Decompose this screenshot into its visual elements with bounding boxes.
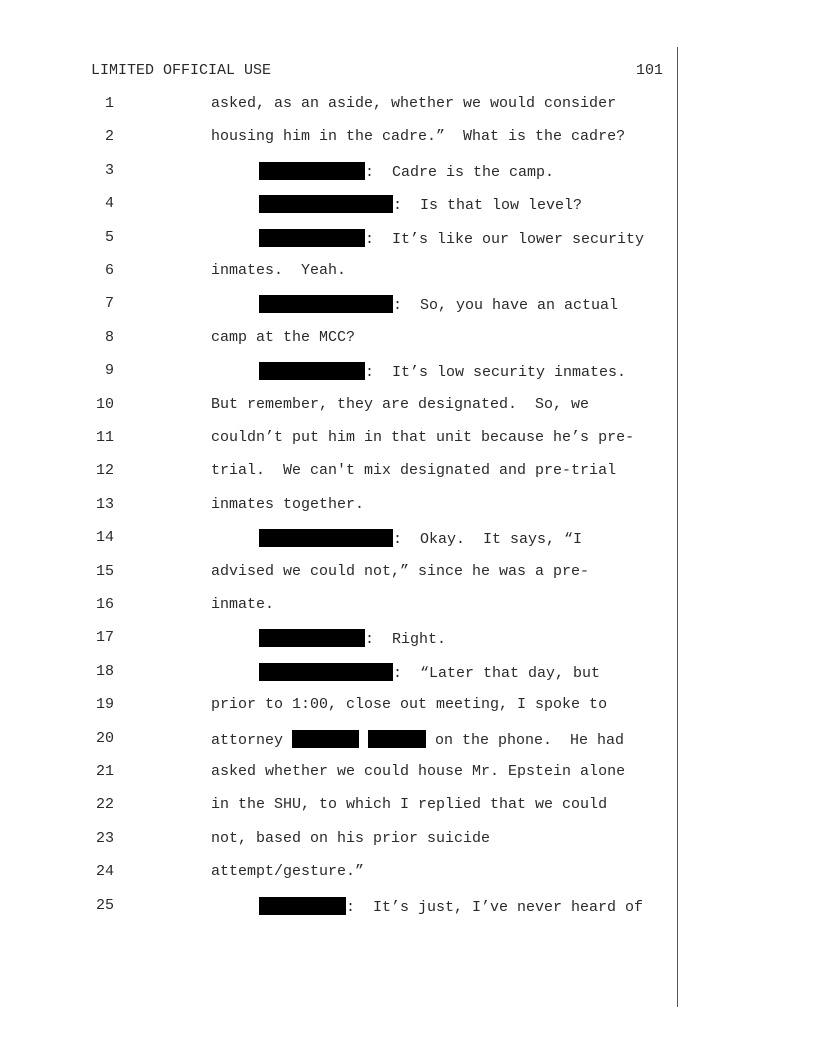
text-segment: asked, as an aside, whether we would consider bbox=[211, 95, 617, 112]
line-number: 7 bbox=[104, 295, 114, 313]
text-segment: couldn’t put him in that unit because he’s pre- bbox=[211, 429, 635, 446]
line-number: 13 bbox=[95, 495, 114, 513]
line-number: 14 bbox=[95, 529, 114, 547]
line-text bbox=[211, 796, 607, 813]
line-number: 20 bbox=[95, 729, 114, 747]
line-number: 8 bbox=[104, 328, 114, 346]
line-number: 23 bbox=[95, 829, 114, 847]
line-text bbox=[211, 262, 346, 279]
text-segment: : It’s low security inmates. bbox=[365, 364, 627, 382]
text-segment: : It’s like our lower security bbox=[365, 230, 645, 248]
text-segment: on the phone. He had bbox=[426, 731, 625, 749]
line-number: 24 bbox=[95, 863, 114, 881]
line-text bbox=[211, 329, 355, 346]
line-number: 25 bbox=[95, 896, 114, 914]
text-segment: : So, you have an actual bbox=[393, 297, 619, 315]
line-text bbox=[259, 195, 582, 214]
line-text bbox=[259, 295, 618, 314]
text-segment: camp at the MCC? bbox=[211, 328, 356, 346]
line-number: 12 bbox=[95, 462, 114, 480]
text-segment: : It’s just, I’ve never heard of bbox=[346, 898, 644, 916]
line-number: 16 bbox=[95, 596, 114, 613]
redaction-box bbox=[292, 730, 359, 748]
line-text bbox=[259, 162, 554, 181]
line-text bbox=[211, 730, 624, 749]
line-text bbox=[259, 663, 600, 682]
text-segment: asked whether we could house Mr. Epstein alone bbox=[211, 763, 626, 780]
line-number: 9 bbox=[104, 362, 114, 380]
text-segment: advised we could not,” since he was a pre- bbox=[211, 562, 590, 580]
line-text bbox=[259, 529, 582, 548]
line-text bbox=[259, 362, 626, 381]
line-text bbox=[259, 897, 643, 916]
line-number: 11 bbox=[95, 429, 114, 446]
line-text bbox=[211, 696, 607, 713]
line-text bbox=[211, 596, 274, 613]
text-segment bbox=[359, 732, 368, 749]
line-number: 2 bbox=[104, 128, 114, 146]
line-number: 19 bbox=[95, 696, 114, 714]
line-number: 6 bbox=[104, 262, 114, 279]
text-segment: attempt/gesture.” bbox=[211, 863, 365, 881]
text-segment: attorney bbox=[211, 731, 293, 749]
text-segment: : Is that low level? bbox=[393, 197, 583, 215]
line-text bbox=[259, 629, 446, 648]
text-segment: prior to 1:00, close out meeting, I spoke to bbox=[211, 696, 608, 714]
redaction-box bbox=[259, 629, 365, 647]
line-text bbox=[211, 563, 589, 580]
redaction-box bbox=[259, 229, 365, 247]
line-number: 22 bbox=[95, 796, 114, 814]
text-segment: : Cadre is the camp. bbox=[365, 163, 555, 181]
redaction-box bbox=[259, 362, 365, 380]
line-text bbox=[259, 229, 644, 248]
redaction-box bbox=[259, 195, 393, 213]
line-number: 18 bbox=[95, 662, 114, 680]
line-text bbox=[211, 830, 490, 847]
line-text bbox=[211, 763, 625, 780]
line-number: 15 bbox=[95, 562, 114, 580]
line-text bbox=[211, 396, 589, 413]
redaction-box bbox=[259, 897, 346, 915]
line-number: 10 bbox=[95, 395, 114, 413]
text-segment: inmates together. bbox=[211, 495, 365, 513]
redaction-box bbox=[259, 295, 393, 313]
text-segment: inmates. Yeah. bbox=[211, 262, 347, 279]
classification-header: LIMITED OFFICIAL USE bbox=[91, 62, 272, 79]
redaction-box bbox=[259, 529, 393, 547]
line-text bbox=[211, 429, 634, 446]
text-segment: inmate. bbox=[211, 596, 275, 613]
line-text bbox=[211, 462, 616, 479]
line-number: 4 bbox=[104, 195, 114, 213]
text-segment: trial. We can't mix designated and pre-trial bbox=[211, 462, 617, 480]
redaction-box bbox=[368, 730, 426, 748]
text-segment: : Okay. It says, “I bbox=[393, 531, 583, 549]
text-segment: But remember, they are designated. So, we bbox=[211, 395, 590, 413]
text-segment: : Right. bbox=[365, 631, 447, 649]
redaction-box bbox=[259, 663, 393, 681]
line-number: 21 bbox=[95, 763, 114, 780]
line-number: 5 bbox=[104, 228, 114, 246]
line-text bbox=[211, 128, 625, 145]
text-segment: not, based on his prior suicide bbox=[211, 829, 491, 847]
text-segment: housing him in the cadre.” What is the cadre? bbox=[211, 128, 626, 146]
page-number: 101 bbox=[636, 62, 664, 79]
line-number: 3 bbox=[104, 161, 114, 179]
right-margin-rule bbox=[677, 47, 678, 1007]
line-number: 17 bbox=[95, 629, 114, 647]
text-segment: : “Later that day, but bbox=[393, 664, 601, 682]
text-segment: in the SHU, to which I replied that we could bbox=[211, 796, 608, 814]
redaction-box bbox=[259, 162, 365, 180]
line-text bbox=[211, 863, 364, 880]
line-text bbox=[211, 496, 364, 513]
line-number: 1 bbox=[104, 95, 114, 112]
line-text bbox=[211, 95, 616, 112]
